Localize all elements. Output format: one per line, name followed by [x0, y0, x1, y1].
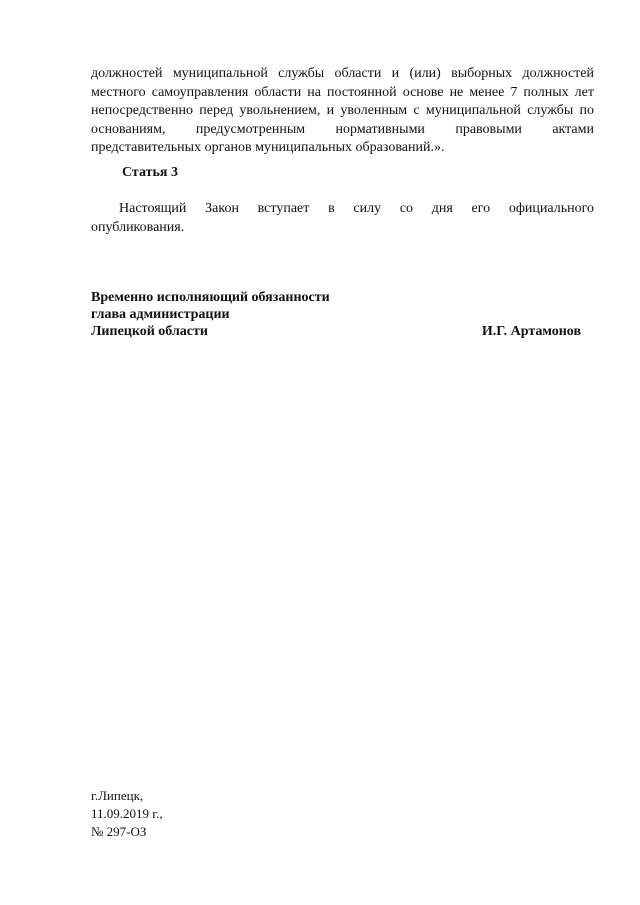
signatory-title-line-2: глава администрации [91, 307, 230, 322]
signatory-row [91, 323, 581, 340]
footer-date: 11.09.2019 г., [91, 806, 163, 821]
document-footer [91, 787, 163, 841]
footer-law-number: № 297-ОЗ [91, 824, 147, 839]
signature-block [91, 289, 581, 340]
signatory-title-line-3: Липецкой области [91, 324, 208, 339]
signatory-title-line-1: Временно исполняющий обязанности [91, 290, 330, 305]
article-3-text: Настоящий Закон вступает в силу со дня его официального опубликования. [91, 201, 594, 235]
footer-city: г.Липецк, [91, 788, 144, 803]
signatory-name: И.Г. Артамонов [481, 324, 581, 339]
article-3-heading: Статья 3 [122, 165, 178, 180]
paragraph-continuation: должностей муниципальной службы области и (или) выборных должностей местного самоуправления области на постоянной основе не менее 7 полных лет непосредственно перед увольнением, и уволенным с муниципальной службы по основаниям, предусмотренным нормативными правовыми актами представительных органов муниципальных образований.». [91, 66, 594, 155]
